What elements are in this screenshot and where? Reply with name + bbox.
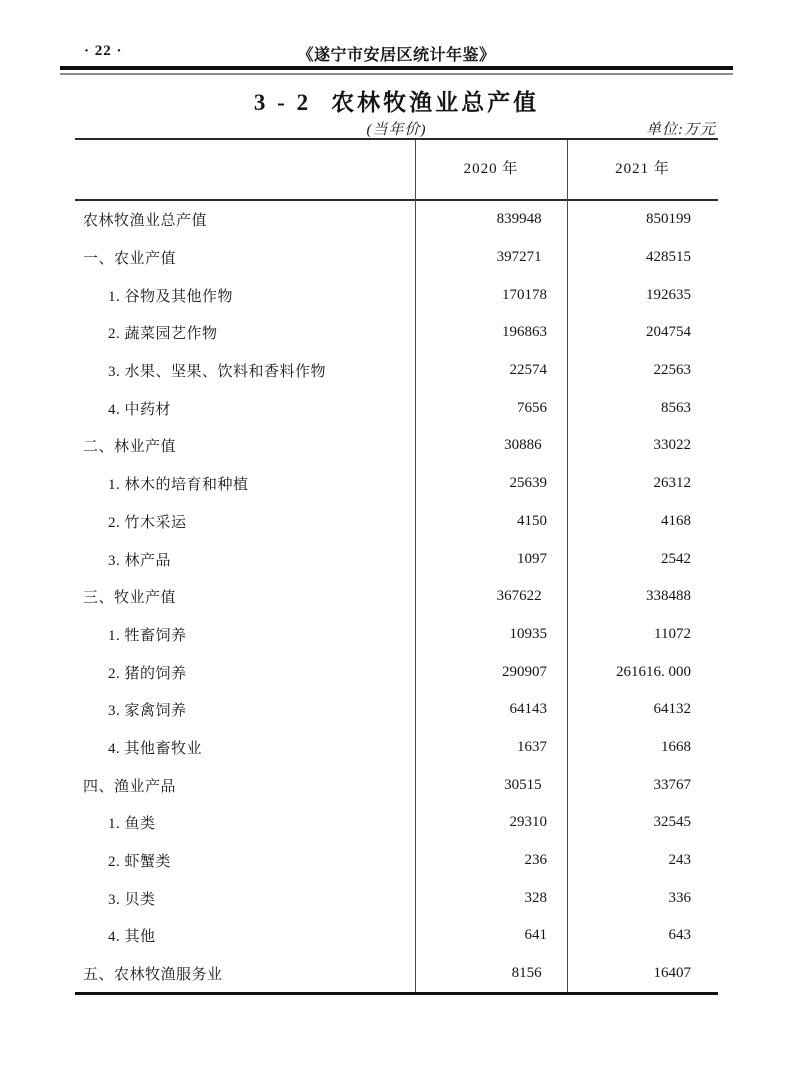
table-row xyxy=(75,540,718,578)
value-2021: 336 xyxy=(668,889,691,906)
column-divider-1 xyxy=(415,140,416,992)
table-header-row xyxy=(75,140,718,201)
value-2021: 261616. 000 xyxy=(616,663,691,680)
column-header-2021: 2021 年 xyxy=(615,161,670,177)
table-row xyxy=(75,729,718,767)
value-2021: 16407 xyxy=(653,965,691,982)
row-label: 三、牧业产值 xyxy=(83,590,177,607)
value-2021: 243 xyxy=(668,852,691,869)
value-2020: 290907 xyxy=(501,663,547,680)
row-label: 4. 中药材 xyxy=(108,401,172,418)
page-number: · 22 · xyxy=(84,43,123,59)
table-row xyxy=(75,653,718,691)
value-2021: 11072 xyxy=(654,625,691,642)
row-label: 一、农业产值 xyxy=(83,251,177,268)
value-2021: 850199 xyxy=(645,211,691,228)
value-2020: 1637 xyxy=(516,738,547,755)
row-label: 3. 林产品 xyxy=(108,552,172,569)
value-2021: 204754 xyxy=(646,324,691,341)
value-2021: 2542 xyxy=(661,550,691,567)
value-2020: 64143 xyxy=(509,701,547,718)
table-title xyxy=(0,84,793,117)
value-2020: 10935 xyxy=(509,625,547,642)
value-2020: 30515 xyxy=(504,776,542,793)
row-label: 2. 蔬菜园艺作物 xyxy=(108,326,218,343)
table-row xyxy=(75,766,718,804)
column-divider-2 xyxy=(567,140,568,992)
row-label: 农林牧渔业总产值 xyxy=(83,213,208,230)
value-2020: 397271 xyxy=(496,249,542,266)
output-value-table xyxy=(75,138,718,995)
row-label: 二、林业产值 xyxy=(83,439,177,456)
value-2021: 192635 xyxy=(646,286,691,303)
value-2021: 26312 xyxy=(653,475,691,492)
row-label: 3. 水果、坚果、饮料和香料作物 xyxy=(108,364,327,381)
table-row xyxy=(75,239,718,277)
book-title: 《遂宁市安居区统计年鉴》 xyxy=(297,47,496,64)
table-number: 3 - 2 xyxy=(253,90,312,115)
table-row xyxy=(75,465,718,503)
row-label: 2. 猪的饲养 xyxy=(108,665,187,682)
table-row xyxy=(75,276,718,314)
value-2021: 32545 xyxy=(653,814,691,831)
table-row xyxy=(75,201,718,239)
value-2020: 25639 xyxy=(509,475,547,492)
table-row xyxy=(75,616,718,654)
value-2021: 8563 xyxy=(661,399,691,416)
row-label: 1. 林木的培育和种植 xyxy=(108,477,249,494)
table-row xyxy=(75,352,718,390)
value-2020: 236 xyxy=(524,852,547,869)
row-label: 四、渔业产品 xyxy=(83,778,177,795)
header-rule-thin xyxy=(60,73,733,75)
value-2020: 7656 xyxy=(516,399,547,416)
table-row xyxy=(75,314,718,352)
value-2021: 428515 xyxy=(645,249,691,266)
row-label: 1. 谷物及其他作物 xyxy=(108,288,234,305)
table-row xyxy=(75,427,718,465)
price-note: (当年价) xyxy=(366,122,427,138)
unit-label: 单位:万元 xyxy=(646,122,716,138)
value-2021: 1668 xyxy=(661,738,691,755)
value-2020: 328 xyxy=(524,889,547,906)
column-header-blank xyxy=(75,140,415,199)
row-label: 4. 其他 xyxy=(108,929,156,946)
table-row xyxy=(75,804,718,842)
header-rule-thick xyxy=(60,66,733,70)
value-2020: 30886 xyxy=(504,437,542,454)
value-2021: 338488 xyxy=(645,588,691,605)
value-2021: 64132 xyxy=(653,701,691,718)
table-row xyxy=(75,879,718,917)
value-2021: 4168 xyxy=(661,512,691,529)
value-2021: 33022 xyxy=(653,437,691,454)
value-2020: 196863 xyxy=(501,324,547,341)
table-row xyxy=(75,578,718,616)
table-body xyxy=(75,201,718,992)
value-2021: 22563 xyxy=(653,362,691,379)
value-2020: 641 xyxy=(524,927,547,944)
value-2020: 8156 xyxy=(511,965,542,982)
table-row xyxy=(75,917,718,955)
table-row xyxy=(75,955,718,993)
row-label: 3. 贝类 xyxy=(108,891,156,908)
value-2020: 22574 xyxy=(509,362,547,379)
row-label: 4. 其他畜牧业 xyxy=(108,740,203,757)
table-title-text: 农林牧渔业总产值 xyxy=(331,90,540,115)
value-2021: 33767 xyxy=(653,776,691,793)
table-row xyxy=(75,842,718,880)
table-row xyxy=(75,503,718,541)
running-head xyxy=(60,42,733,62)
row-label: 3. 家禽饲养 xyxy=(108,703,187,720)
value-2020: 1097 xyxy=(516,550,547,567)
row-label: 五、农林牧渔服务业 xyxy=(83,967,223,984)
value-2020: 839948 xyxy=(496,211,542,228)
table-row xyxy=(75,389,718,427)
value-2020: 29310 xyxy=(509,814,547,831)
table-row xyxy=(75,691,718,729)
value-2020: 367622 xyxy=(496,588,542,605)
value-2020: 170178 xyxy=(501,286,547,303)
value-2021: 643 xyxy=(668,927,691,944)
row-label: 2. 虾蟹类 xyxy=(108,854,172,871)
column-header-2020: 2020 年 xyxy=(463,161,519,177)
row-label: 1. 牲畜饲养 xyxy=(108,627,187,644)
value-2020: 4150 xyxy=(516,512,547,529)
row-label: 1. 鱼类 xyxy=(108,816,156,833)
row-label: 2. 竹木采运 xyxy=(108,514,187,531)
subtitle-row xyxy=(75,118,718,138)
